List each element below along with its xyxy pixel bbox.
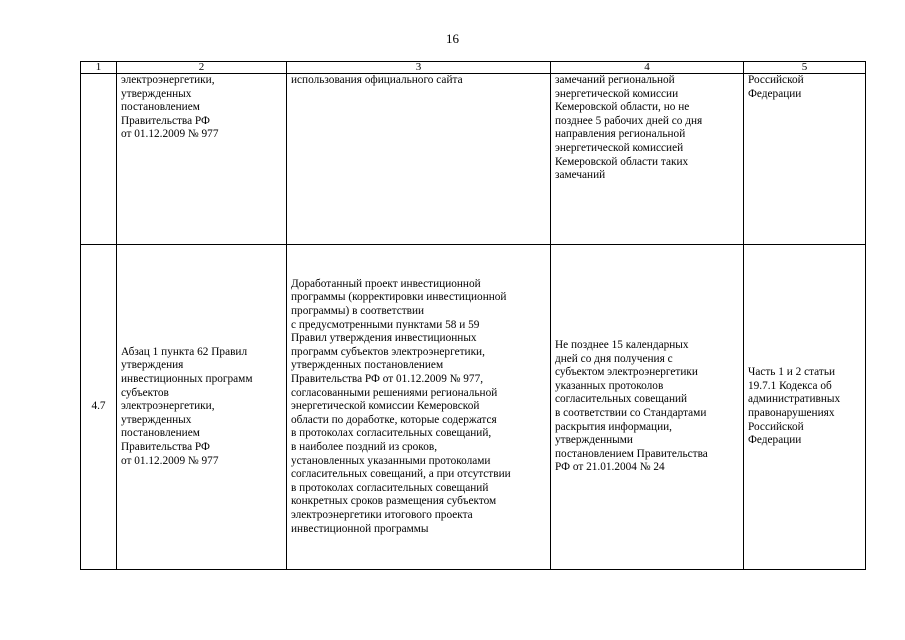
table-row [81,74,866,245]
header-col-2: 2 [117,62,287,74]
header-col-5: 5 [744,62,866,74]
regulation-table [80,61,866,570]
requirement-cell: использования официального сайта [287,74,551,245]
row-number: 4.7 [81,245,117,570]
header-col-4: 4 [551,62,744,74]
table-header-row [81,62,866,74]
liability-cell: Российской Федерации [744,74,866,245]
legal-basis-cell: электроэнергетики, утвержденных постановлением Правительства РФ от 01.12.2009 № 977 [117,74,287,245]
liability-cell: Часть 1 и 2 статьи 19.7.1 Кодекса об административных правонарушениях Российской Федерации [744,245,866,570]
page-number: 16 [446,31,459,46]
deadline-cell: Не позднее 15 календарных дней со дня получения с субъектом электроэнергетики указанных протоколов согласительных совещаний в соответствии со Стандартами раскрытия информации, утвержденными постановлением Правительства РФ от 21.01.2004 № 24 [551,245,744,570]
header-col-3: 3 [287,62,551,74]
requirement-cell: Доработанный проект инвестиционной программы (корректировки инвестиционной программы) в соответствии с предусмотренными пунктами 58 и 59 Правил утверждения инвестиционных программ субъектов электроэнергетики, утвержденных постановлением Правительства РФ от 01.12.2009 № 977, согласованными решениями региональной энергетической комиссии Кемеровской области по доработке, которые содержатся в протоколах согласительных совещаний, в наиболее поздний из сроков, установленных указанными протоколами согласительных совещаний, а при отсутствии в протоколах согласительных совещаний конкретных сроков размещения субъектом электроэнергетики итогового проекта инвестиционной программы [287,245,551,570]
header-col-1: 1 [81,62,117,74]
table-row [81,245,866,570]
deadline-cell: замечаний региональной энергетической комиссии Кемеровской области, но не позднее 5 рабочих дней со дня направления региональной энергетической комиссией Кемеровской области таких замечаний [551,74,744,245]
legal-basis-cell: Абзац 1 пункта 62 Правил утверждения инвестиционных программ субъектов электроэнергетики, утвержденных постановлением Правительства РФ от 01.12.2009 № 977 [117,245,287,570]
row-number [81,74,117,245]
